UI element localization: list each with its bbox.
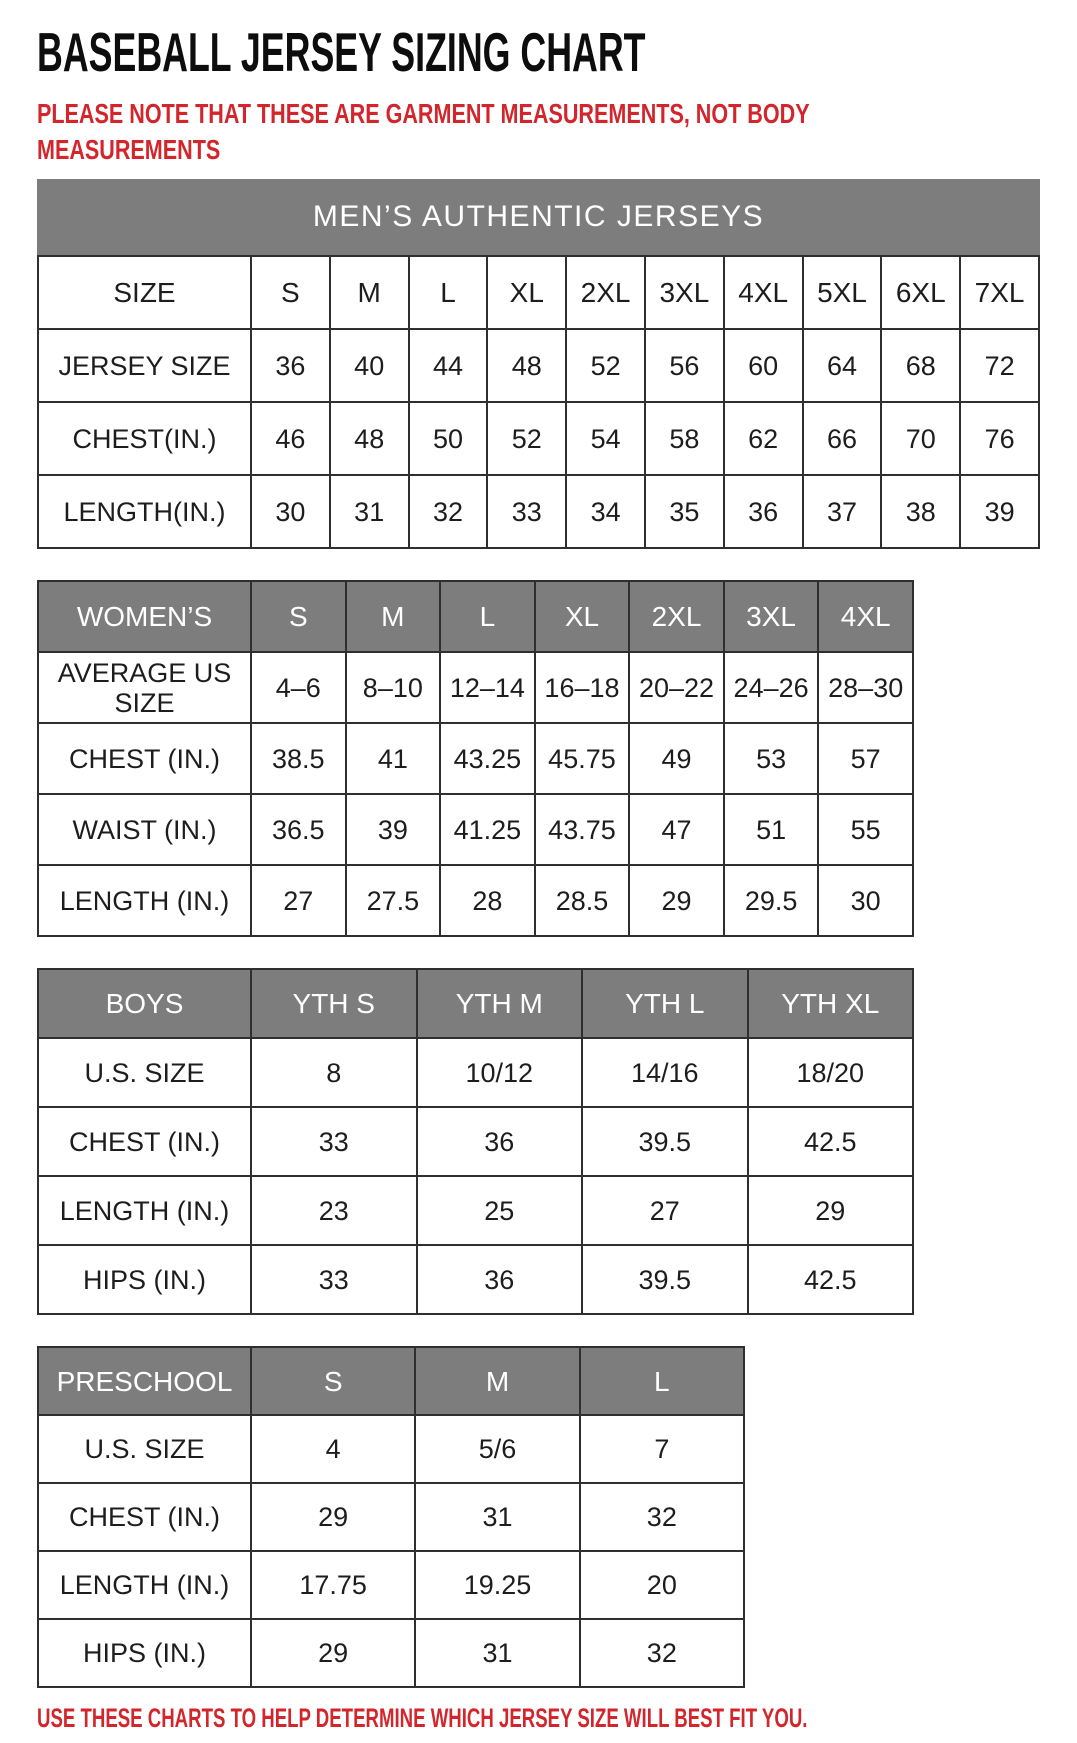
column-header-cell: 2XL <box>629 581 724 652</box>
value-cell: 62 <box>724 402 803 475</box>
mens-table-banner: MEN’S AUTHENTIC JERSEYS <box>37 179 1040 255</box>
preschool-data-row <box>38 1415 744 1483</box>
row-label-cell: JERSEY SIZE <box>38 329 251 402</box>
value-cell: 39 <box>346 794 441 865</box>
garment-measurements-note: PLEASE NOTE THAT THESE ARE GARMENT MEASUREMENTS, NOT BODY MEASUREMENTS <box>37 97 810 165</box>
column-header-cell: XL <box>535 581 630 652</box>
womens-data-row <box>38 652 913 723</box>
column-header-cell: S <box>251 256 330 329</box>
column-header-cell: 2XL <box>566 256 645 329</box>
womens-header-row <box>38 581 913 652</box>
column-header-cell: 7XL <box>960 256 1039 329</box>
value-cell: 43.75 <box>535 794 630 865</box>
column-header-cell: YTH L <box>582 969 748 1038</box>
column-header-cell: 4XL <box>818 581 913 652</box>
footer-text: USE THESE CHARTS TO HELP DETERMINE WHICH JERSEY SIZE WILL BEST FIT YOU. <box>37 1703 808 1734</box>
row-label-cell: CHEST(IN.) <box>38 402 251 475</box>
value-cell: 28 <box>440 865 535 936</box>
value-cell: 4 <box>251 1415 415 1483</box>
value-cell: 32 <box>580 1619 744 1687</box>
row-label-cell: LENGTH (IN.) <box>38 865 251 936</box>
value-cell: 50 <box>409 402 488 475</box>
row-label-cell: LENGTH (IN.) <box>38 1551 251 1619</box>
value-cell: 53 <box>724 723 819 794</box>
value-cell: 32 <box>409 475 488 548</box>
row-label-cell: CHEST (IN.) <box>38 1483 251 1551</box>
value-cell: 48 <box>330 402 409 475</box>
preschool-data-row <box>38 1619 744 1687</box>
value-cell: 37 <box>803 475 882 548</box>
value-cell: 52 <box>566 329 645 402</box>
value-cell: 58 <box>645 402 724 475</box>
column-header-cell: YTH M <box>417 969 583 1038</box>
row-label-cell: LENGTH(IN.) <box>38 475 251 548</box>
mens-data-row <box>38 475 1039 548</box>
value-cell: 35 <box>645 475 724 548</box>
womens-data-row <box>38 794 913 865</box>
value-cell: 18/20 <box>748 1038 914 1107</box>
row-label-cell: LENGTH (IN.) <box>38 1176 251 1245</box>
row-label-cell: CHEST (IN.) <box>38 1107 251 1176</box>
value-cell: 24–26 <box>724 652 819 723</box>
preschool-sizing-table <box>37 1346 745 1688</box>
womens-sizing-table <box>37 580 914 937</box>
value-cell: 39 <box>960 475 1039 548</box>
value-cell: 52 <box>487 402 566 475</box>
row-label-cell: AVERAGE US SIZE <box>38 652 251 723</box>
value-cell: 43.25 <box>440 723 535 794</box>
value-cell: 28–30 <box>818 652 913 723</box>
mens-data-row <box>38 402 1039 475</box>
value-cell: 49 <box>629 723 724 794</box>
column-header-cell: S <box>251 581 346 652</box>
column-header-cell: 3XL <box>724 581 819 652</box>
value-cell: 56 <box>645 329 724 402</box>
mens-sizing-table <box>37 255 1040 549</box>
column-header-cell: L <box>440 581 535 652</box>
boys-sizing-section <box>37 968 1077 1315</box>
value-cell: 33 <box>251 1245 417 1314</box>
womens-data-row <box>38 865 913 936</box>
value-cell: 48 <box>487 329 566 402</box>
value-cell: 5/6 <box>415 1415 579 1483</box>
value-cell: 31 <box>330 475 409 548</box>
column-header-cell: XL <box>487 256 566 329</box>
value-cell: 17.75 <box>251 1551 415 1619</box>
column-header-cell: L <box>409 256 488 329</box>
header-label-cell: SIZE <box>38 256 251 329</box>
value-cell: 36 <box>251 329 330 402</box>
value-cell: 10/12 <box>417 1038 583 1107</box>
value-cell: 4–6 <box>251 652 346 723</box>
boys-data-row <box>38 1038 913 1107</box>
value-cell: 29 <box>251 1483 415 1551</box>
value-cell: 41.25 <box>440 794 535 865</box>
value-cell: 54 <box>566 402 645 475</box>
value-cell: 42.5 <box>748 1107 914 1176</box>
value-cell: 38 <box>881 475 960 548</box>
column-header-cell: L <box>580 1347 744 1415</box>
value-cell: 28.5 <box>535 865 630 936</box>
value-cell: 29.5 <box>724 865 819 936</box>
column-header-cell: S <box>251 1347 415 1415</box>
column-header-cell: M <box>415 1347 579 1415</box>
value-cell: 30 <box>251 475 330 548</box>
page-title: BASEBALL JERSEY SIZING CHART <box>37 21 646 83</box>
row-label-cell: HIPS (IN.) <box>38 1619 251 1687</box>
value-cell: 41 <box>346 723 441 794</box>
value-cell: 30 <box>818 865 913 936</box>
value-cell: 39.5 <box>582 1107 748 1176</box>
value-cell: 66 <box>803 402 882 475</box>
boys-data-row <box>38 1107 913 1176</box>
value-cell: 20 <box>580 1551 744 1619</box>
value-cell: 16–18 <box>535 652 630 723</box>
value-cell: 76 <box>960 402 1039 475</box>
value-cell: 47 <box>629 794 724 865</box>
value-cell: 36 <box>417 1245 583 1314</box>
value-cell: 34 <box>566 475 645 548</box>
column-header-cell: 4XL <box>724 256 803 329</box>
preschool-data-row <box>38 1483 744 1551</box>
header-label-cell: WOMEN’S <box>38 581 251 652</box>
preschool-data-row <box>38 1551 744 1619</box>
boys-sizing-table <box>37 968 914 1315</box>
header-label-cell: PRESCHOOL <box>38 1347 251 1415</box>
header-label-cell: BOYS <box>38 969 251 1038</box>
value-cell: 23 <box>251 1176 417 1245</box>
value-cell: 25 <box>417 1176 583 1245</box>
boys-header-row <box>38 969 913 1038</box>
value-cell: 33 <box>251 1107 417 1176</box>
value-cell: 7 <box>580 1415 744 1483</box>
value-cell: 19.25 <box>415 1551 579 1619</box>
value-cell: 46 <box>251 402 330 475</box>
value-cell: 70 <box>881 402 960 475</box>
boys-data-row <box>38 1176 913 1245</box>
value-cell: 60 <box>724 329 803 402</box>
value-cell: 27.5 <box>346 865 441 936</box>
value-cell: 57 <box>818 723 913 794</box>
value-cell: 36 <box>417 1107 583 1176</box>
value-cell: 27 <box>582 1176 748 1245</box>
value-cell: 55 <box>818 794 913 865</box>
value-cell: 33 <box>487 475 566 548</box>
mens-authentic-jerseys-section <box>37 179 1077 549</box>
row-label-cell: HIPS (IN.) <box>38 1245 251 1314</box>
value-cell: 51 <box>724 794 819 865</box>
value-cell: 32 <box>580 1483 744 1551</box>
preschool-header-row <box>38 1347 744 1415</box>
value-cell: 36.5 <box>251 794 346 865</box>
mens-header-row <box>38 256 1039 329</box>
column-header-cell: 5XL <box>803 256 882 329</box>
column-header-cell: 6XL <box>881 256 960 329</box>
row-label-cell: WAIST (IN.) <box>38 794 251 865</box>
value-cell: 72 <box>960 329 1039 402</box>
mens-data-row <box>38 329 1039 402</box>
value-cell: 42.5 <box>748 1245 914 1314</box>
value-cell: 45.75 <box>535 723 630 794</box>
value-cell: 31 <box>415 1483 579 1551</box>
value-cell: 36 <box>724 475 803 548</box>
value-cell: 27 <box>251 865 346 936</box>
row-label-cell: U.S. SIZE <box>38 1415 251 1483</box>
value-cell: 29 <box>629 865 724 936</box>
value-cell: 8 <box>251 1038 417 1107</box>
value-cell: 64 <box>803 329 882 402</box>
column-header-cell: YTH S <box>251 969 417 1038</box>
row-label-cell: CHEST (IN.) <box>38 723 251 794</box>
value-cell: 20–22 <box>629 652 724 723</box>
column-header-cell: M <box>330 256 409 329</box>
column-header-cell: YTH XL <box>748 969 914 1038</box>
value-cell: 14/16 <box>582 1038 748 1107</box>
womens-sizing-section <box>37 580 1077 937</box>
value-cell: 29 <box>748 1176 914 1245</box>
value-cell: 8–10 <box>346 652 441 723</box>
preschool-sizing-section <box>37 1346 1077 1688</box>
column-header-cell: M <box>346 581 441 652</box>
value-cell: 39.5 <box>582 1245 748 1314</box>
column-header-cell: 3XL <box>645 256 724 329</box>
boys-data-row <box>38 1245 913 1314</box>
value-cell: 68 <box>881 329 960 402</box>
row-label-cell: U.S. SIZE <box>38 1038 251 1107</box>
womens-data-row <box>38 723 913 794</box>
value-cell: 38.5 <box>251 723 346 794</box>
value-cell: 31 <box>415 1619 579 1687</box>
value-cell: 12–14 <box>440 652 535 723</box>
value-cell: 29 <box>251 1619 415 1687</box>
value-cell: 40 <box>330 329 409 402</box>
value-cell: 44 <box>409 329 488 402</box>
